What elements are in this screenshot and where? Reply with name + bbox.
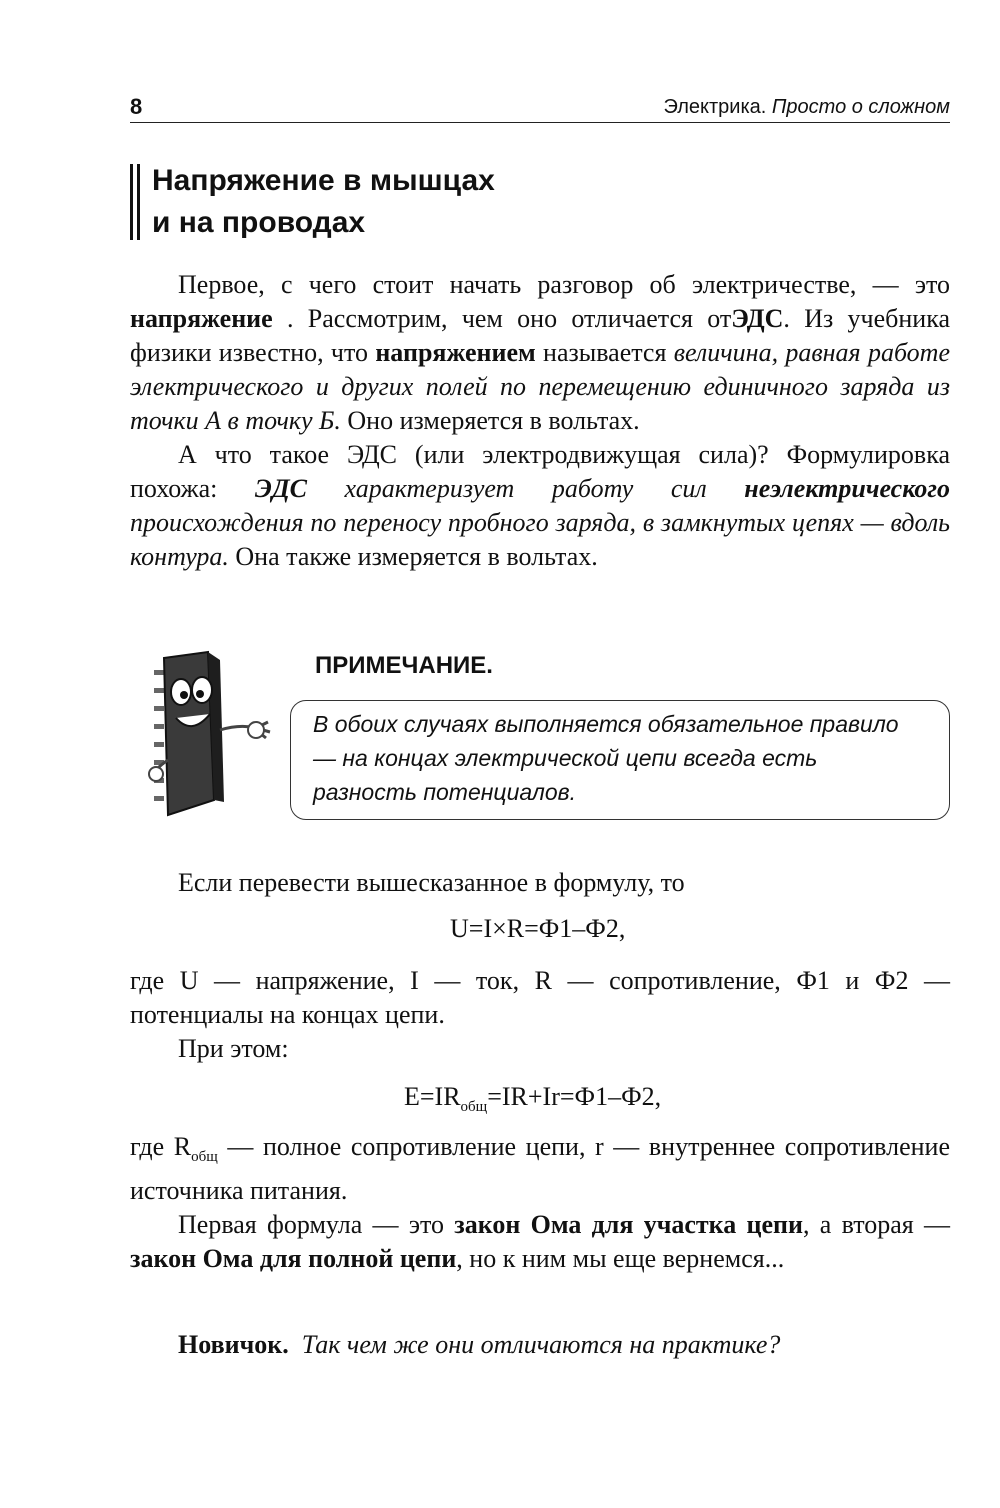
paragraph-definitions: где U — напряжение, I — ток, R — сопротивление, Ф1 и Ф2 — потенциалы на концах цепи. [130,966,950,1029]
chip-mascot-icon [148,650,278,825]
paragraph-resistance: где $R_{общ}$ — полное сопротивление цепи, r — внутреннее сопротивление источника питания. [130,1132,950,1206]
dialog-line [130,1328,950,1362]
dialog-speaker: Новичок. [178,1330,289,1359]
formula-ohm-section: U=I×R=Ф1–Ф2, [450,914,626,943]
body-text-bottom [130,1130,950,1276]
body-text-top [130,268,950,574]
title-bar-left [130,164,133,240]
section-title: Напряжение в мышцах и на проводах [130,160,752,244]
paragraph-ohm-laws: Первая формула — это закон Ома для участка цепи, а вторая — закон Ома для полной цепи, но к ним мы еще вернемся... [130,1210,950,1274]
page-header [130,92,950,123]
note-title: ПРИМЕЧАНИЕ. [315,652,493,679]
running-title: Электрика. Просто о сложном [663,96,950,118]
paragraph-emf: А что такое ЭДС (или электродвижущая сила)? Формулировка похожа: ЭДС характеризует работу сил неэлектрического происхождения по переносу пробного заряда, в замкнутых цепях — вдоль контура. Она также измеряется в вольтах. [130,440,950,571]
paragraph-at-that: При этом: [178,1034,289,1063]
note-box [290,700,950,820]
note-text: В обоих случаях выполняется обязательное правило — на концах электрической цепи всегда есть разность потенциалов. [313,711,899,805]
paragraph-formula-intro: Если перевести вышесказанное в формулу, то [178,868,685,897]
title-bar-right [137,164,140,240]
page-number: 8 [130,94,143,119]
dialog-question: Так чем же они отличаются на практике? [301,1330,781,1359]
body-text-middle [130,964,950,1066]
paragraph-voltage: Первое, с чего стоит начать разговор об электричестве, — это напряжение . Рассмотрим, чем оно отличается отЭДС. Из учебника физики известно, что напряжением называется величина, равная работе электрического и других полей по перемещению единичного заряда из точки А в точку Б. Оно измеряется в вольтах. [130,270,951,435]
formula-ohm-full: $E=IR_{общ}=IR+Ir=Ф1-Ф2$, [404,1082,662,1116]
